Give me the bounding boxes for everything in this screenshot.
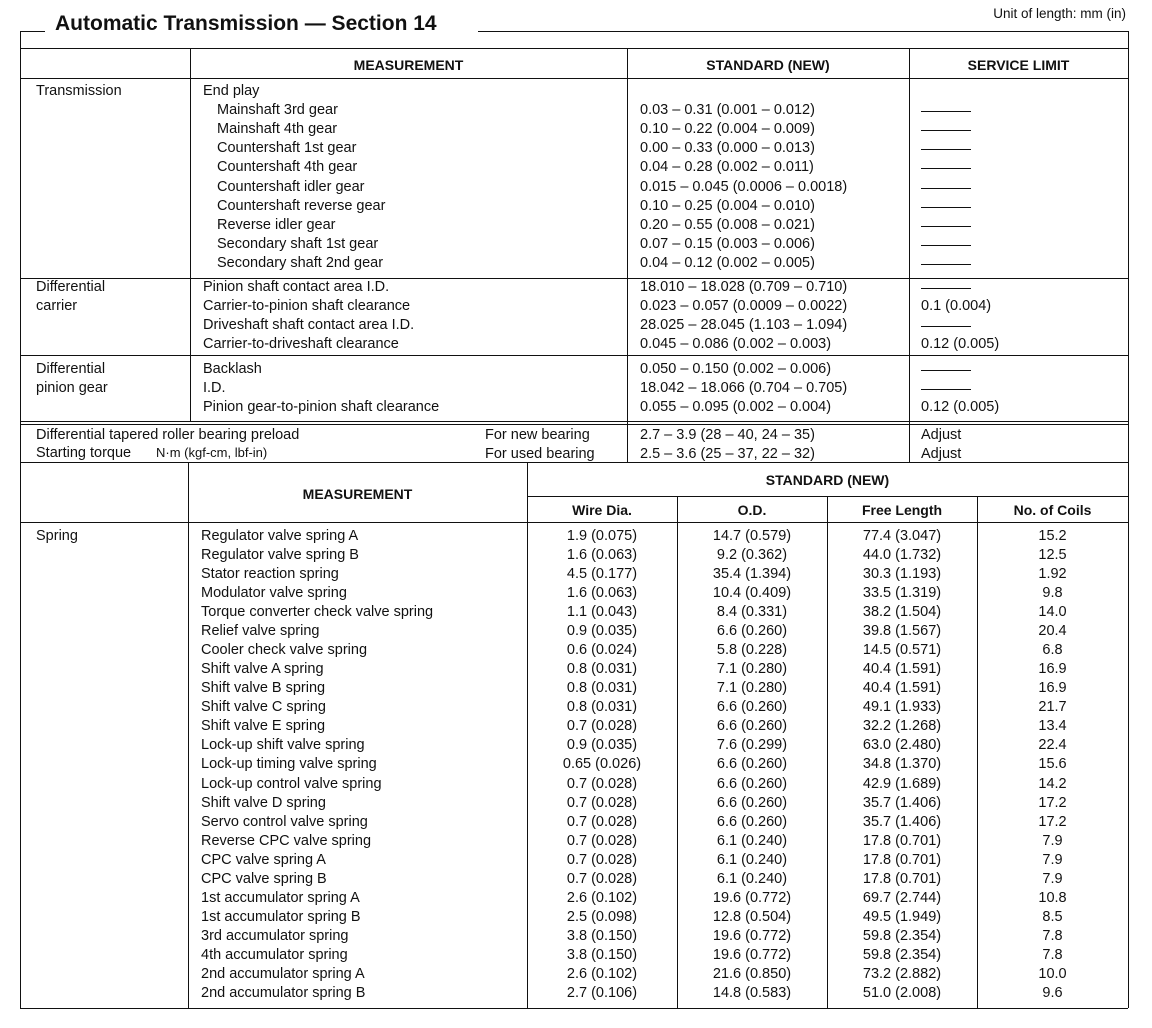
spring-value: 40.4 (1.591): [862, 661, 942, 678]
spring-name: Shift valve D spring: [201, 794, 326, 811]
spring-value: 16.9: [1038, 680, 1067, 697]
standard-value: 0.03 – 0.31 (0.001 – 0.012): [640, 102, 815, 119]
spring-name: 2nd accumulator spring A: [201, 965, 365, 982]
spring-value: 6.1 (0.240): [716, 870, 788, 887]
measurement-item: Driveshaft shaft contact area I.D.: [203, 317, 415, 334]
preload-label: Differential tapered roller bearing preload: [36, 427, 300, 443]
no-limit-dash: [921, 207, 971, 208]
standard-value: 0.04 – 0.12 (0.002 – 0.005): [640, 254, 815, 271]
spring-value: 0.8 (0.031): [566, 661, 638, 678]
measurement-item: Secondary shaft 1st gear: [217, 235, 379, 252]
spring-value: 19.6 (0.772): [712, 927, 792, 944]
standard-value: 0.055 – 0.095 (0.002 – 0.004): [640, 399, 832, 416]
spring-name: Reverse CPC valve spring: [201, 832, 372, 849]
spring-value: 33.5 (1.319): [862, 585, 942, 602]
standard-value: 18.010 – 18.028 (0.709 – 0.710): [640, 279, 848, 295]
spring-value: 1.9 (0.075): [566, 528, 638, 544]
spring-value: 35.7 (1.406): [862, 813, 942, 830]
standard-value: 0.050 – 0.150 (0.002 – 0.006): [640, 361, 832, 377]
no-limit-dash: [921, 264, 971, 265]
rule-line: [20, 462, 1128, 463]
spring-value: 6.8: [1042, 642, 1063, 659]
measurement-item: End play: [203, 83, 260, 99]
header-standard: STANDARD (NEW): [706, 57, 830, 73]
spring-value: 7.9: [1042, 870, 1063, 887]
spring-value: 17.8 (0.701): [862, 851, 942, 868]
spring-value: 6.6 (0.260): [716, 756, 788, 773]
spring-name: Stator reaction spring: [201, 566, 339, 583]
spring-value: 6.6 (0.260): [716, 623, 788, 640]
spring-value: 14.7 (0.579): [712, 528, 792, 544]
spring-column-header: Free Length: [861, 502, 943, 518]
spring-name: Cooler check valve spring: [201, 642, 368, 659]
spring-name: 1st accumulator spring B: [201, 908, 361, 925]
no-limit-dash: [921, 130, 971, 131]
spring-name: CPC valve spring B: [201, 870, 327, 887]
spring-name: Lock-up control valve spring: [201, 775, 382, 792]
spring-value: 0.6 (0.024): [566, 642, 638, 659]
spring-value: 21.7: [1038, 699, 1067, 716]
spring-value: 77.4 (3.047): [862, 528, 942, 544]
rule-line: [527, 496, 1128, 497]
no-limit-dash: [921, 326, 971, 327]
service-limit-value: Adjust: [921, 445, 962, 462]
standard-value: 0.04 – 0.28 (0.002 – 0.011): [640, 159, 814, 176]
unit-note: Unit of length: mm (in): [993, 6, 1126, 21]
standard-value: 0.023 – 0.057 (0.0009 – 0.0022): [640, 298, 848, 315]
spring-value: 51.0 (2.008): [862, 984, 942, 1001]
no-limit-dash: [921, 168, 971, 169]
spring-name: Shift valve E spring: [201, 718, 326, 735]
standard-value: 0.045 – 0.086 (0.002 – 0.003): [640, 336, 832, 353]
measurement-item: Secondary shaft 2nd gear: [217, 254, 384, 271]
spring-value: 7.6 (0.299): [716, 737, 788, 754]
spring-value: 2.7 (0.106): [566, 984, 638, 1001]
spring-value: 0.7 (0.028): [566, 775, 638, 792]
service-limit-value: 0.12 (0.005): [921, 399, 1000, 416]
spring-value: 35.4 (1.394): [712, 566, 792, 583]
spring-header-standard: STANDARD (NEW): [765, 472, 890, 488]
spring-value: 16.9: [1038, 661, 1067, 678]
measurement-item: Carrier-to-pinion shaft clearance: [203, 298, 411, 315]
spring-value: 19.6 (0.772): [712, 889, 792, 906]
spring-value: 35.7 (1.406): [862, 794, 942, 811]
measurement-item: Reverse idler gear: [217, 216, 336, 233]
spring-name: 1st accumulator spring A: [201, 889, 360, 906]
spring-value: 5.8 (0.228): [716, 642, 788, 659]
spring-value: 7.1 (0.280): [716, 661, 788, 678]
preload-units: N·m (kgf-cm, lbf-in): [156, 445, 268, 460]
spring-value: 69.7 (2.744): [862, 889, 942, 906]
spring-name: Lock-up timing valve spring: [201, 756, 377, 773]
standard-value: 0.015 – 0.045 (0.0006 – 0.0018): [640, 178, 848, 195]
measurement-item: Backlash: [203, 361, 262, 377]
spring-value: 20.4: [1038, 623, 1067, 640]
standard-value: 28.025 – 28.045 (1.103 – 1.094): [640, 317, 848, 334]
spring-value: 63.0 (2.480): [862, 737, 942, 754]
spring-name: Shift valve B spring: [201, 680, 326, 697]
spring-value: 6.1 (0.240): [716, 832, 788, 849]
column-divider: [188, 462, 189, 1008]
spring-value: 17.2: [1038, 794, 1067, 811]
measurement-item: Countershaft reverse gear: [217, 197, 386, 214]
spring-name: Torque converter check valve spring: [201, 604, 434, 621]
spring-value: 0.7 (0.028): [566, 718, 638, 735]
no-limit-dash: [921, 149, 971, 150]
spring-value: 17.8 (0.701): [862, 832, 942, 849]
spring-value: 2.5 (0.098): [566, 908, 638, 925]
no-limit-dash: [921, 245, 971, 246]
preload-condition: For new bearing: [485, 427, 590, 443]
spring-value: 0.7 (0.028): [566, 870, 638, 887]
spring-value: 9.8: [1042, 585, 1063, 602]
spring-value: 59.8 (2.354): [862, 946, 942, 963]
page-title: Automatic Transmission — Section 14: [55, 12, 437, 35]
spring-column-header: Wire Dia.: [572, 502, 632, 518]
no-limit-dash: [921, 111, 971, 112]
spring-name: Shift valve C spring: [201, 699, 326, 716]
spring-value: 8.4 (0.331): [716, 604, 788, 621]
rule-line: [20, 278, 1128, 279]
spring-name: Regulator valve spring B: [201, 547, 359, 564]
spring-value: 0.7 (0.028): [566, 813, 638, 830]
spring-value: 1.6 (0.063): [566, 585, 638, 602]
spring-value: 2.6 (0.102): [566, 889, 638, 906]
spring-value: 40.4 (1.591): [862, 680, 942, 697]
spring-value: 0.8 (0.031): [566, 699, 638, 716]
spring-value: 10.8: [1038, 889, 1067, 906]
standard-value: 0.20 – 0.55 (0.008 – 0.021): [640, 216, 815, 233]
spring-value: 9.6: [1042, 984, 1063, 1001]
spring-value: 8.5: [1042, 908, 1063, 925]
measurement-item: Mainshaft 3rd gear: [217, 102, 338, 119]
column-divider: [627, 48, 628, 462]
group-label: carrier: [36, 298, 78, 314]
spring-name: CPC valve spring A: [201, 851, 326, 868]
service-limit-value: Adjust: [921, 427, 962, 443]
column-divider: [1128, 31, 1129, 1008]
spring-value: 14.2: [1038, 775, 1067, 792]
standard-value: 0.07 – 0.15 (0.003 – 0.006): [640, 235, 815, 252]
spring-value: 49.5 (1.949): [862, 908, 942, 925]
column-divider: [909, 48, 910, 462]
spring-value: 34.8 (1.370): [862, 756, 942, 773]
spring-value: 9.2 (0.362): [716, 547, 788, 564]
spring-value: 0.7 (0.028): [566, 832, 638, 849]
standard-value: 0.00 – 0.33 (0.000 – 0.013): [640, 140, 815, 157]
no-limit-dash: [921, 370, 971, 371]
spring-header-measurement: MEASUREMENT: [302, 486, 413, 502]
spring-value: 6.6 (0.260): [716, 794, 788, 811]
spring-value: 38.2 (1.504): [862, 604, 942, 621]
header-service-limit: SERVICE LIMIT: [967, 57, 1070, 73]
standard-value: 18.042 – 18.066 (0.704 – 0.705): [640, 380, 848, 397]
measurement-item: Pinion shaft contact area I.D.: [203, 279, 390, 295]
column-divider: [190, 48, 191, 421]
spring-value: 7.9: [1042, 851, 1063, 868]
preload-label: Starting torque: [36, 445, 132, 461]
spring-value: 15.2: [1038, 528, 1067, 544]
group-label: Differential: [36, 361, 106, 377]
spring-name: Shift valve A spring: [201, 661, 324, 678]
spring-column-header: No. of Coils: [1013, 502, 1092, 518]
spring-value: 7.8: [1042, 927, 1063, 944]
rule-line: [20, 78, 1128, 79]
spring-value: 12.8 (0.504): [712, 908, 792, 925]
spring-name: Modulator valve spring: [201, 585, 347, 602]
spring-group-label: Spring: [36, 528, 78, 544]
no-limit-dash: [921, 389, 971, 390]
spring-value: 42.9 (1.689): [862, 775, 942, 792]
spring-value: 6.1 (0.240): [716, 851, 788, 868]
no-limit-dash: [921, 226, 971, 227]
group-label: Transmission: [36, 83, 122, 99]
spring-value: 0.7 (0.028): [566, 851, 638, 868]
spring-value: 22.4: [1038, 737, 1067, 754]
spring-name: 4th accumulator spring: [201, 946, 348, 963]
measurement-item: Pinion gear-to-pinion shaft clearance: [203, 399, 440, 416]
spring-value: 4.5 (0.177): [566, 566, 638, 583]
spring-value: 3.8 (0.150): [566, 946, 638, 963]
spring-value: 12.5: [1038, 547, 1067, 564]
spring-value: 39.8 (1.567): [862, 623, 942, 640]
no-limit-dash: [921, 288, 971, 289]
spring-value: 49.1 (1.933): [862, 699, 942, 716]
spring-value: 14.0: [1038, 604, 1067, 621]
spring-value: 0.9 (0.035): [566, 737, 638, 754]
spring-value: 17.2: [1038, 813, 1067, 830]
spring-value: 19.6 (0.772): [712, 946, 792, 963]
spring-value: 0.7 (0.028): [566, 794, 638, 811]
spring-value: 59.8 (2.354): [862, 927, 942, 944]
spring-value: 7.8: [1042, 946, 1063, 963]
group-label: Differential: [36, 279, 106, 295]
standard-value: 2.5 – 3.6 (25 – 37, 22 – 32): [640, 445, 815, 462]
spring-value: 1.92: [1038, 566, 1067, 583]
title-rule-left: [20, 31, 45, 32]
measurement-item: Mainshaft 4th gear: [217, 121, 338, 138]
standard-value: 0.10 – 0.22 (0.004 – 0.009): [640, 121, 815, 138]
measurement-item: Countershaft 1st gear: [217, 140, 357, 157]
spring-column-header: O.D.: [737, 502, 767, 518]
spring-value: 30.3 (1.193): [862, 566, 942, 583]
spring-value: 1.6 (0.063): [566, 547, 638, 564]
header-measurement: MEASUREMENT: [353, 57, 464, 73]
rule-line: [20, 48, 1128, 49]
measurement-item: Carrier-to-driveshaft clearance: [203, 336, 399, 353]
spring-name: Relief valve spring: [201, 623, 320, 640]
spring-value: 73.2 (2.882): [862, 965, 942, 982]
spring-value: 6.6 (0.260): [716, 775, 788, 792]
spring-value: 15.6: [1038, 756, 1067, 773]
group-label: pinion gear: [36, 380, 108, 396]
standard-value: 2.7 – 3.9 (28 – 40, 24 – 35): [640, 427, 815, 443]
spring-value: 21.6 (0.850): [712, 965, 792, 982]
spring-value: 6.6 (0.260): [716, 699, 788, 716]
spring-name: Regulator valve spring A: [201, 528, 359, 544]
measurement-item: Countershaft idler gear: [217, 178, 365, 195]
spring-name: Servo control valve spring: [201, 813, 368, 830]
spring-name: Lock-up shift valve spring: [201, 737, 365, 754]
spring-value: 0.8 (0.031): [566, 680, 638, 697]
preload-condition: For used bearing: [485, 445, 595, 462]
spring-value: 0.9 (0.035): [566, 623, 638, 640]
rule-line: [20, 1008, 1128, 1009]
rule-line: [20, 424, 1128, 425]
title-rule-right: [478, 31, 1128, 32]
spring-value: 3.8 (0.150): [566, 927, 638, 944]
spring-value: 13.4: [1038, 718, 1067, 735]
measurement-item: Countershaft 4th gear: [217, 159, 358, 176]
spring-value: 7.9: [1042, 832, 1063, 849]
spring-value: 10.0: [1038, 965, 1067, 982]
spring-value: 6.6 (0.260): [716, 718, 788, 735]
spring-value: 32.2 (1.268): [862, 718, 942, 735]
column-divider: [20, 31, 21, 1008]
spring-value: 44.0 (1.732): [862, 547, 942, 564]
spring-value: 10.4 (0.409): [712, 585, 792, 602]
spring-value: 14.8 (0.583): [712, 984, 792, 1001]
no-limit-dash: [921, 188, 971, 189]
standard-value: 0.10 – 0.25 (0.004 – 0.010): [640, 197, 815, 214]
measurement-item: I.D.: [203, 380, 226, 397]
spring-name: 2nd accumulator spring B: [201, 984, 366, 1001]
spring-value: 14.5 (0.571): [862, 642, 942, 659]
rule-line: [20, 421, 1128, 422]
spring-name: 3rd accumulator spring: [201, 927, 349, 944]
spring-value: 7.1 (0.280): [716, 680, 788, 697]
spring-value: 17.8 (0.701): [862, 870, 942, 887]
spring-value: 2.6 (0.102): [566, 965, 638, 982]
rule-line: [20, 522, 1128, 523]
spring-value: 0.65 (0.026): [562, 756, 642, 773]
service-limit-value: 0.12 (0.005): [921, 336, 1000, 353]
spring-value: 6.6 (0.260): [716, 813, 788, 830]
rule-line: [20, 355, 1128, 356]
service-limit-value: 0.1 (0.004): [921, 298, 992, 315]
spring-value: 1.1 (0.043): [566, 604, 638, 621]
